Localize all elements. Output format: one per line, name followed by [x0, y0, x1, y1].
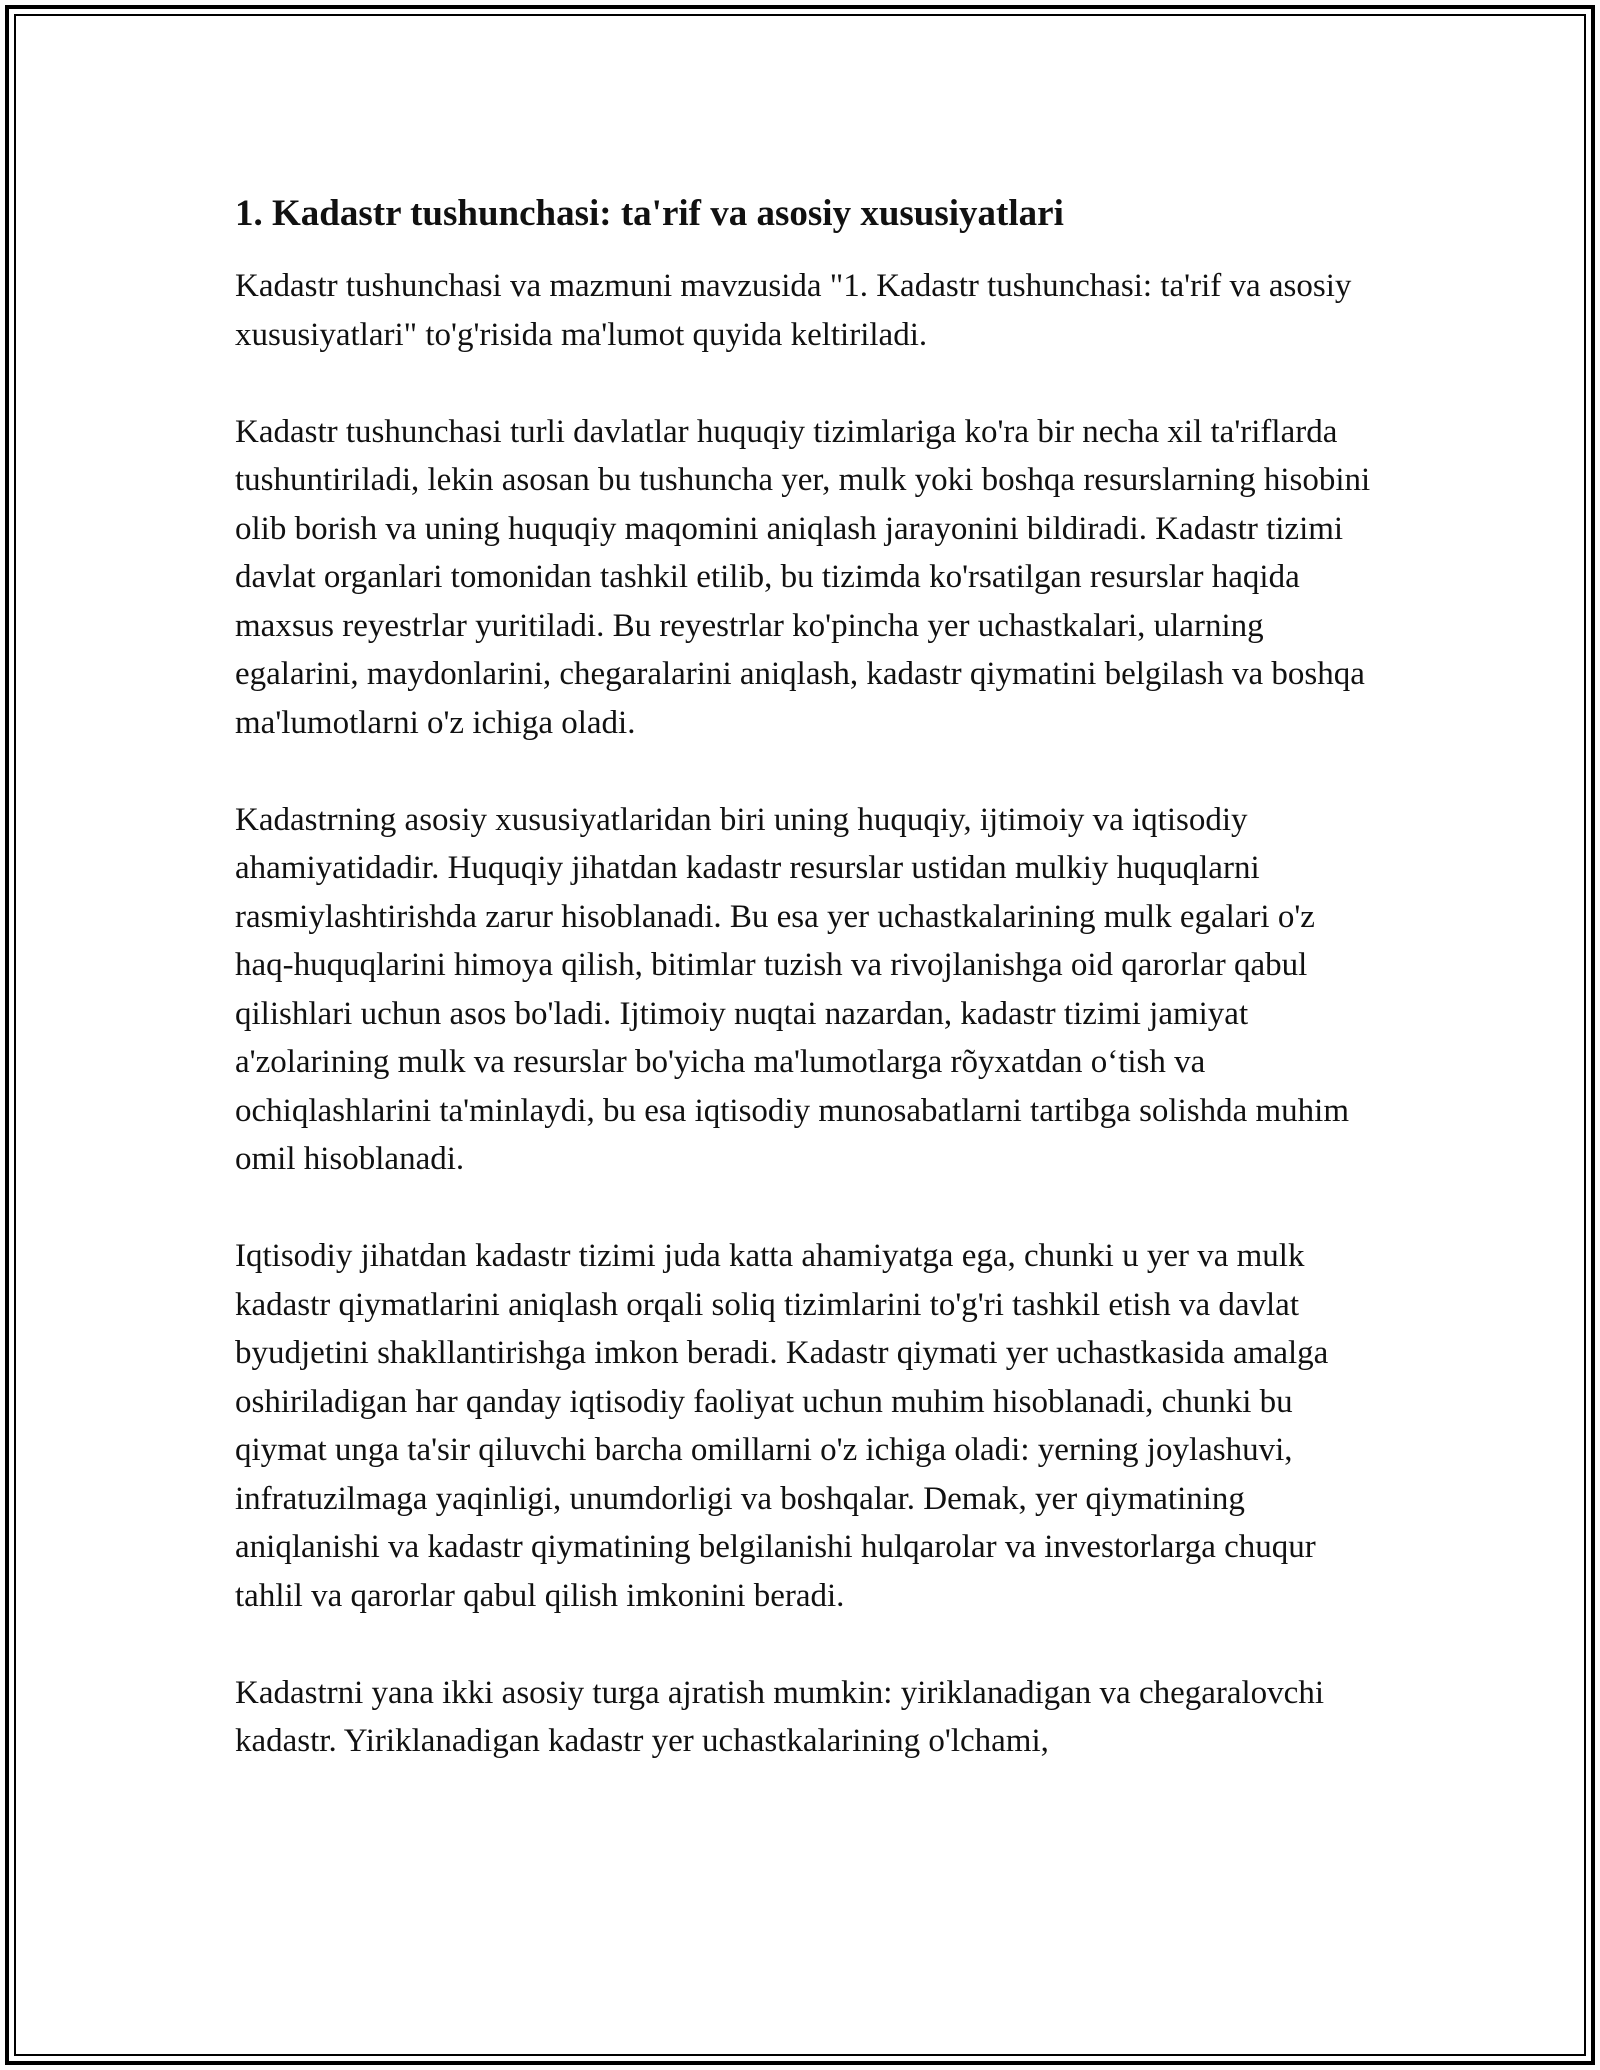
document-body: [235, 186, 1375, 1814]
paragraph-economic: Iqtisodiy jihatdan kadastr tizimi juda katta ahamiyatga ega, chunki u yer va mulk kadastr qiymatlarini aniqlash orqali soliq tizimlarini to'g'ri tashkil etish va davlat byudjetini shakllantirishga imkon beradi. Kadastr qiymati yer uchastkasida amalga oshiriladigan har qanday iqtisodiy faoliyat uchun muhim hisoblanadi, chunki bu qiymat unga ta'sir qiluvchi barcha omillarni o'z ichiga oladi: yerning joylashuvi, infratuzilmaga yaqinligi, unumdorligi va boshqalar. Demak, yer qiymatining aniqlanishi va kadastr qiymatining belgilanishi hulqarolar va investorlarga chuqur tahlil va qarorlar qabul qilish imkonini beradi.: [235, 1238, 1329, 1614]
document-title: 1. Kadastr tushunchasi: ta'rif va asosiy xususiyatlari: [235, 193, 1064, 234]
paragraph-types: Kadastrni yana ikki asosiy turga ajratish mumkin: yiriklanadigan va chegaralovchi kadastr. Yiriklanadigan kadastr yer uchastkalarining o'lchami,: [235, 1674, 1324, 1759]
paragraph-intro: Kadastr tushunchasi va mazmuni mavzusida "1. Kadastr tushunchasi: ta'rif va asosiy xususiyatlari" to'g'risida ma'lumot quyida keltiriladi.: [235, 268, 1352, 353]
paragraph-definition: Kadastr tushunchasi turli davlatlar huquqiy tizimlariga ko'ra bir necha xil ta'riflarda tushuntiriladi, lekin asosan bu tushuncha yer, mulk yoki boshqa resurslarning hisobini olib borish va uning huquqiy maqomini aniqlash jarayonini bildiradi. Kadastr tizimi davlat organlari tomonidan tashkil etilib, bu tizimda ko'rsatilgan resurslar haqida maxsus reyestrlar yuritiladi. Bu reyestrlar ko'pincha yer uchastkalari, ularning egalarini, maydonlarini, chegaralarini aniqlash, kadastr qiymatini belgilash va boshqa ma'lumotlarni o'z ichiga oladi.: [235, 413, 1371, 741]
paragraph-features: Kadastrning asosiy xususiyatlaridan biri uning huquqiy, ijtimoiy va iqtisodiy ahamiyatidadir. Huquqiy jihatdan kadastr resurslar ustidan mulkiy huquqlarni rasmiylashtirishda zarur hisoblanadi. Bu esa yer uchastkalarining mulk egalari o'z haq-huquqlarini himoya qilish, bitimlar tuzish va rivojlanishga oid qarorlar qabul qilishlari uchun asos bo'ladi. Ijtimoiy nuqtai nazardan, kadastr tizimi jamiyat a'zolarining mulk va resurslar bo'yicha ma'lumotlarga rõyxatdan o‘tish va ochiqlashlarini ta'minlaydi, bu esa iqtisodiy munosabatlarni tartibga solishda muhim omil hisoblanadi.: [235, 801, 1350, 1177]
